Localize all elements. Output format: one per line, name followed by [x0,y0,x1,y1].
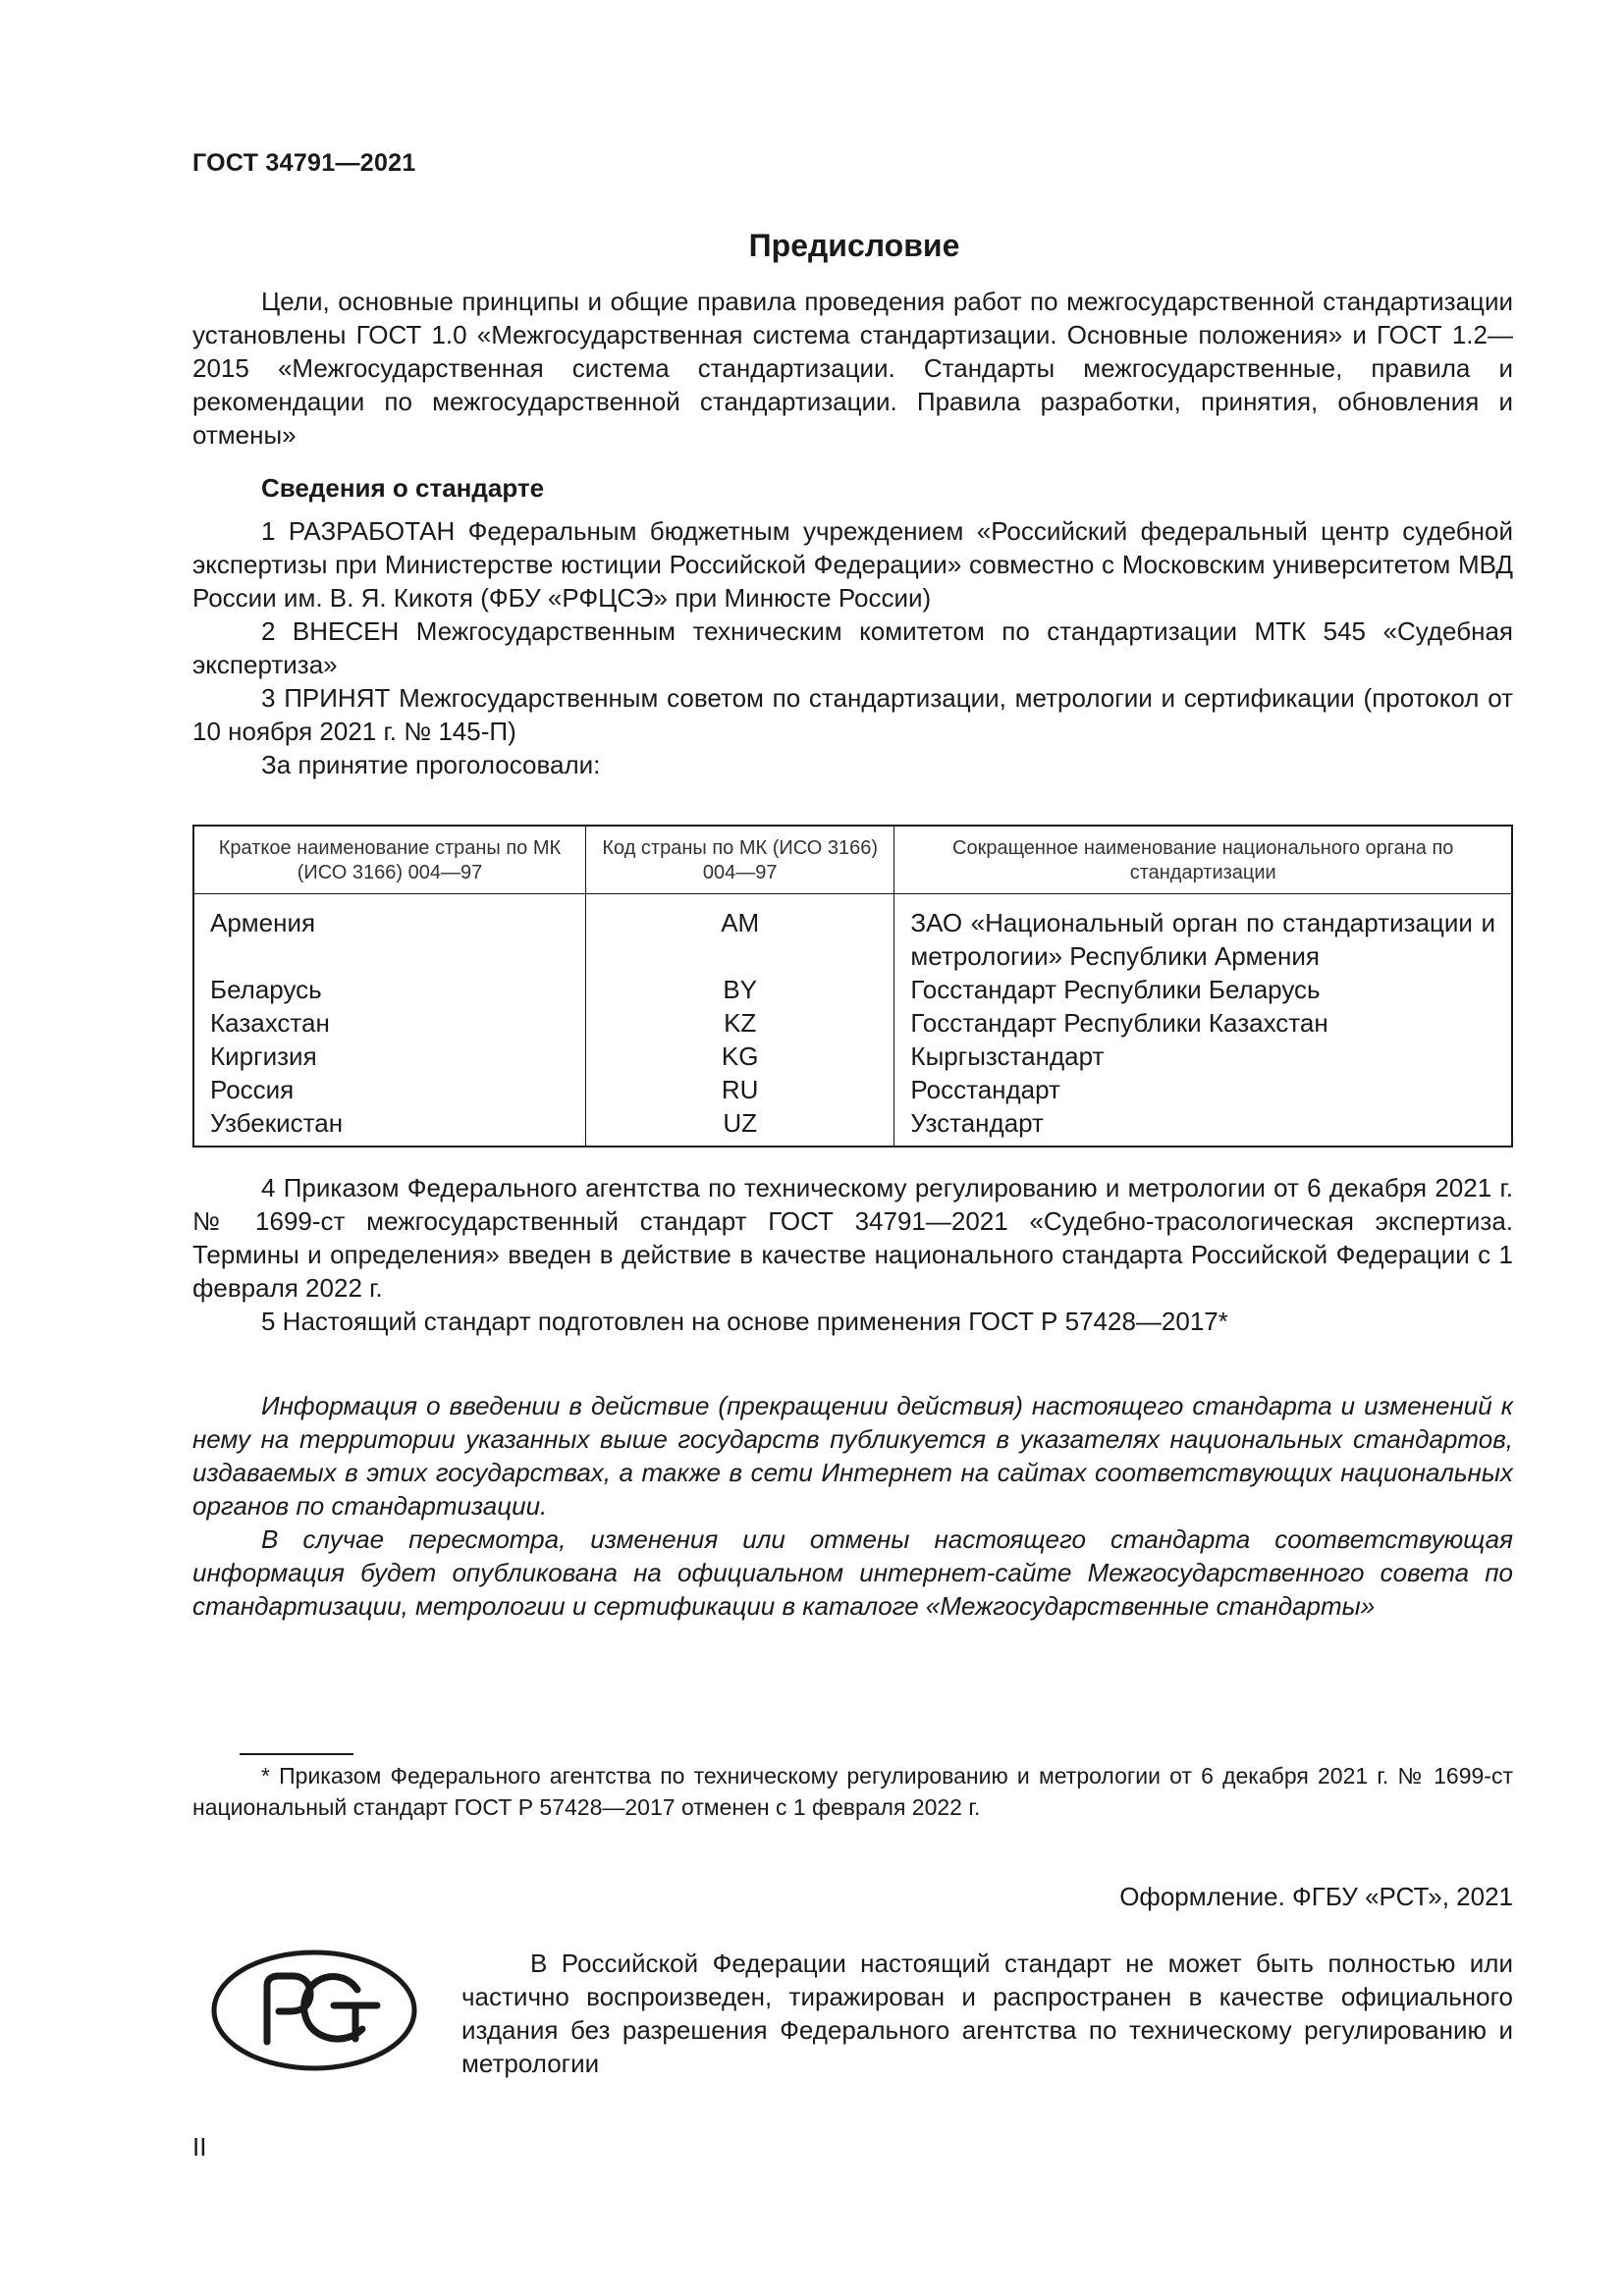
country-code: UZ [585,1106,893,1147]
country-code: RU [585,1073,893,1106]
preface-paragraph: Цели, основные принципы и общие правила проведения работ по межгосударственной стандартизации установлены ГОСТ 1.0 «Межгосударственная система стандартизации. Основные положения» и ГОСТ 1.2—2015 «Межгосударственная система стандартизации. Стандарты межгосударственные, правила и рекомендации по межгосударственной стандартизации. Правила разработки, принятия, обновления и отмены» [192,287,1513,450]
table-row [193,1073,1512,1106]
item-5: 5 Настоящий стандарт подготовлен на основе применения ГОСТ Р 57428—2017* [261,1307,1228,1336]
country-code: KZ [585,1006,893,1040]
table-row [193,973,1512,1006]
table-header-country: Краткое наименование страны по МК (ИСО 3166) 004—97 [193,826,585,894]
national-body: Росстандарт [894,1073,1512,1106]
table-header-code: Код страны по МК (ИСО 3166) 004—97 [585,826,893,894]
standard-info-heading: Сведения о стандарте [261,473,545,503]
table-row [193,1040,1512,1073]
page-number: II [192,2132,207,2162]
country-name: Беларусь [193,973,585,1006]
table-row [193,894,1512,974]
country-name: Киргизия [193,1040,585,1073]
rst-logo-icon [210,1949,418,2072]
standard-info-section [192,471,1513,781]
footnote-text: * Приказом Федерального агентства по техническому регулированию и метрологии от 6 декабря 2021 г. № 1699-ст национальный стандарт ГОСТ Р 57428—2017 отменен с 1 февраля 2022 г. [192,1763,1513,1820]
country-name: Казахстан [193,1006,585,1040]
country-code: BY [585,973,893,1006]
copyright-text: В Российской Федерации настоящий стандарт не может быть полностью или частично воспроизведен, тиражирован и распространен в качестве официального издания без разрешения Федерального агентства по техническому регулированию и метрологии [461,1949,1513,2078]
country-code: KG [585,1040,893,1073]
design-credit: Оформление. ФГБУ «РСТ», 2021 [1119,1882,1513,1911]
document-code: ГОСТ 34791—2021 [192,149,416,177]
table-header-org: Сокращенное наименование национального органа по стандартизации [894,826,1512,894]
national-body: Госстандарт Республики Беларусь [894,973,1512,1006]
enactment-section [192,1171,1513,1338]
item-4: 4 Приказом Федерального агентства по техническому регулированию и метрологии от 6 декабря 2021 г. № 1699-ст межгосударственный стандарт ГОСТ 34791—2021 «Судебно-трасологическая экспертиза. Термины и определения» введен в действие в качестве национального стандарта Российской Федерации с 1 февраля 2022 г. [192,1173,1513,1303]
country-name: Армения [193,894,585,974]
notice-paragraph-2: В случае пересмотра, изменения или отмены настоящего стандарта соответствующая информация будет опубликована на официальном интернет-сайте Межгосударственного совета по стандартизации, метрологии и сертификации в каталоге «Межгосударственные стандарты» [192,1524,1513,1621]
table-row [193,1006,1512,1040]
info-item-3: 3 ПРИНЯТ Межгосударственным советом по стандартизации, метрологии и сертификации (протокол от 10 ноября 2021 г. № 145-П) [192,683,1513,746]
copyright-notice [461,1947,1513,2080]
national-body: Госстандарт Республики Казахстан [894,1006,1512,1040]
table-header-row [193,826,1512,894]
footnote [192,1760,1513,1823]
country-name: Россия [193,1073,585,1106]
country-code: AM [585,894,893,974]
voted-label: За принятие проголосовали: [261,750,601,779]
national-body: Узстандарт [894,1106,1512,1147]
table-row [193,1106,1512,1147]
voting-table [192,825,1513,1148]
footnote-divider [240,1753,353,1755]
notice-paragraph-1: Информация о введении в действие (прекращении действия) настоящего стандарта и изменений к нему на территории указанных выше государств публикуется в указателях национальных стандартов, издаваемых в этих государствах, а также в сети Интернет на сайтах соответствующих национальных органов по стандартизации. [192,1391,1513,1521]
national-body: ЗАО «Национальный орган по стандартизации и метрологии» Республики Армения [894,894,1512,974]
info-item-2: 2 ВНЕСЕН Межгосударственным техническим комитетом по стандартизации МТК 545 «Судебная экспертиза» [192,616,1513,679]
country-name: Узбекистан [193,1106,585,1147]
page-title: Предисловие [748,228,960,263]
info-item-1: 1 РАЗРАБОТАН Федеральным бюджетным учреждением «Российский федеральный центр судебной экспертизы при Министерстве юстиции Российской Федерации» совместно с Московским университетом МВД России им. В. Я. Кикотя (ФБУ «РФЦСЭ» при Минюсте России) [192,516,1513,613]
notice-section [192,1389,1513,1623]
preface-section [192,285,1513,452]
national-body: Кыргызстандарт [894,1040,1512,1073]
